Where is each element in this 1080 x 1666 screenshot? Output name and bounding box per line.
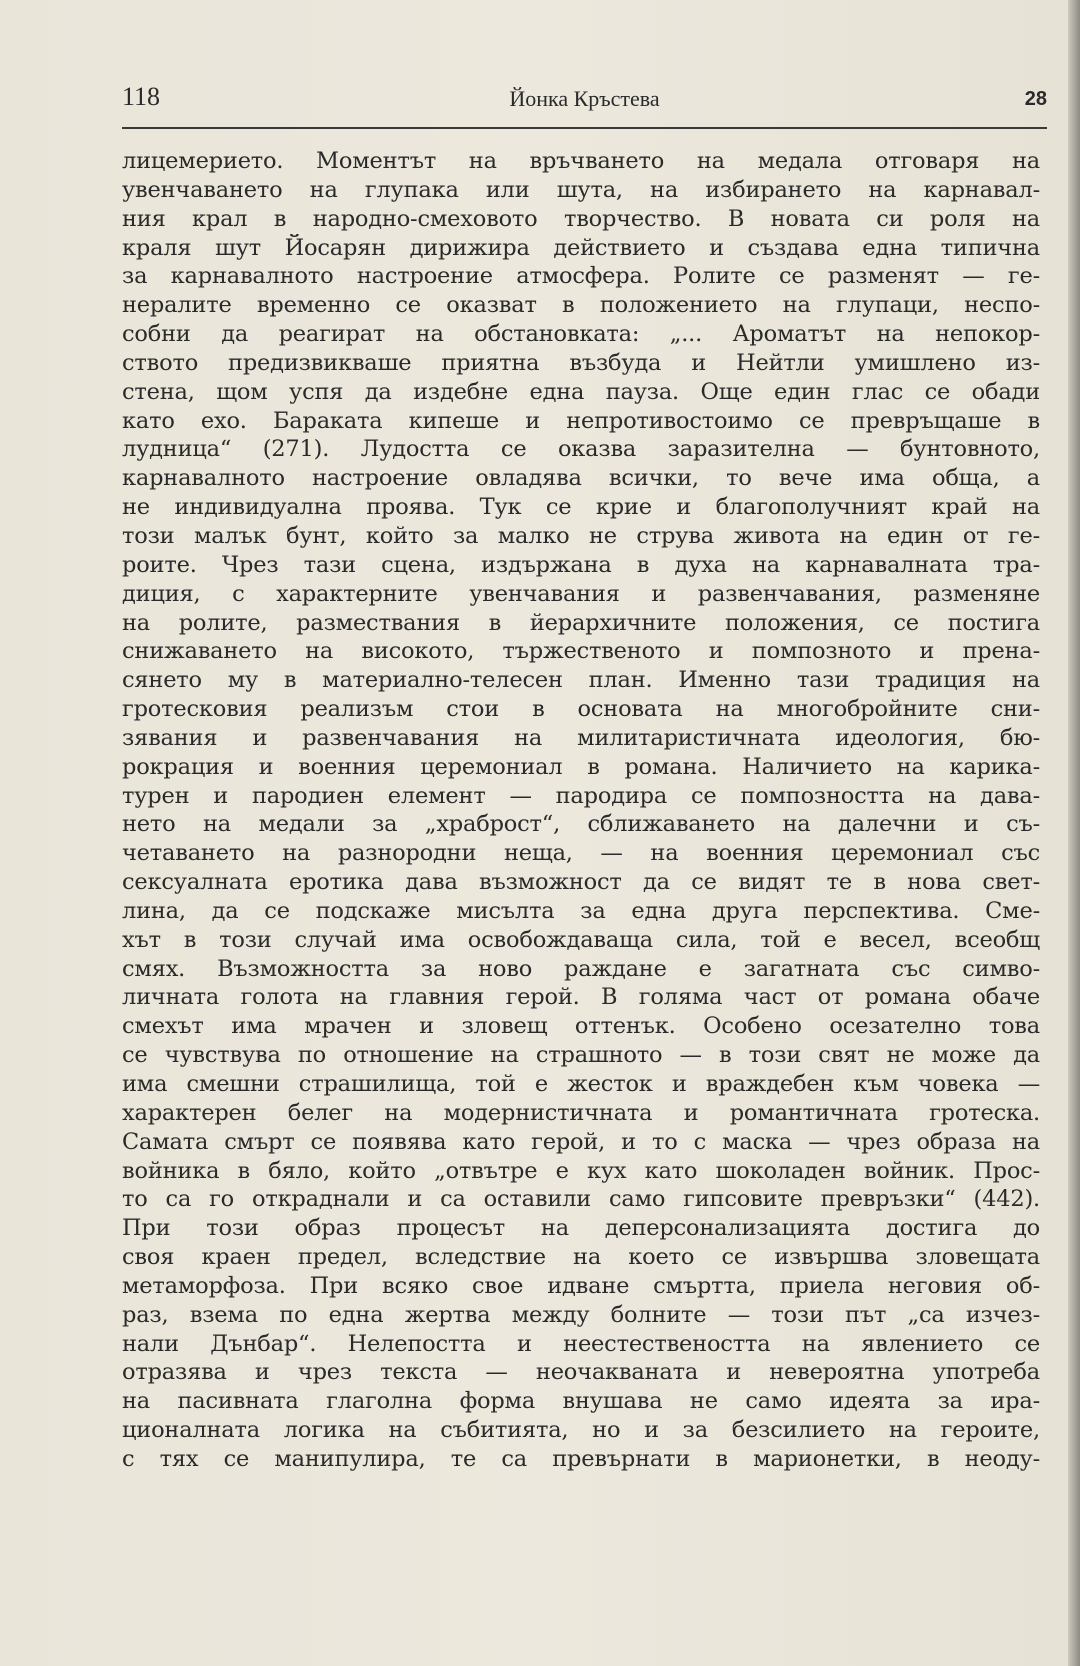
text-line: метаморфоза. При всяко свое идване смъртта, приела неговия об- [122,1272,1040,1299]
text-line: личната голота на главния герой. В голяма част от романа обаче [122,984,1040,1011]
text-line: лина, да се подскаже мисълта за една друга перспектива. Сме- [122,897,1040,924]
text-line: този малък бунт, който за малко не струва живота на един от ге- [122,522,1040,549]
text-line: зявания и развенчавания на милитаристичната идеология, бю- [122,724,1040,751]
text-line: смехът има мрачен и зловещ оттенък. Особено осезателно това [122,1013,1040,1040]
page-edge-shadow [1068,0,1080,1666]
text-line: ционалната логика на събитията, но и за безсилието на героите, [122,1417,1040,1444]
text-line: четаването на разнородни неща, — на военния церемониал със [122,840,1040,867]
text-line: При този образ процесът на деперсонализацията достига до [122,1215,1040,1242]
text-line: собни да реагират на обстановката: „... Ароматът на непокор- [122,321,1040,348]
text-line: хът в този случай има освобождаваща сила, той е весел, всеобщ [122,926,1040,953]
text-line: снижаването на високото, тържественото и помпозното и прена- [122,638,1040,665]
text-line: ния крал в народно-смеховото творчество. В новата си роля на [122,205,1040,232]
text-line: то са го откраднали и са оставили само гипсовите превръзки“ (442). [122,1186,1040,1213]
text-line: смях. Възможността за ново раждане е загатната със симво- [122,955,1040,982]
text-line: лудница“ (271). Лудостта се оказва заразителна — бунтовното, [122,436,1040,463]
text-line: стена, щом успя да издебне една пауза. Още един глас се обади [122,378,1040,405]
text-line: турен и пародиен елемент — пародира се помпозността на дава- [122,782,1040,809]
text-line: своя краен предел, вследствие на което се извършва зловещата [122,1244,1040,1271]
text-line: не индивидуална проява. Тук се крие и благополучният край на [122,494,1040,521]
text-line: рокрация и военния церемониал в романа. Наличието на карика- [122,753,1040,780]
page-number: 118 [122,82,161,111]
page-header [122,82,1047,122]
text-line: раз, взема по една жертва между болните — този път „са изчез- [122,1301,1040,1328]
text-line: отразява и чрез текста — неочакваната и невероятна употреба [122,1359,1040,1386]
text-line: характерен белег на модернистичната и романтичната гротеска. [122,1099,1040,1126]
text-line: нето на медали за „храброст“, сближаването на далечни и съ- [122,811,1040,838]
text-line: с тях се манипулира, те са превърнати в марионетки, в неоду- [122,1445,1040,1472]
text-line: роите. Чрез тази сцена, издържана в духа на карнавалната тра- [122,551,1040,578]
text-line: за карнавалното настроение атмосфера. Ролите се разменят — ге- [122,263,1040,290]
text-line: сексуалната еротика дава възможност да се видят те в нова свет- [122,869,1040,896]
text-line: краля шут Йосарян дирижира действието и създава една типична [122,234,1040,261]
text-line: лицемерието. Моментът на връчването на медала отговаря на [122,148,1040,174]
text-line: нералите временно се оказват в положението на глупаци, неспо- [122,292,1040,319]
text-line: има смешни страшилища, той е жесток и враждебен към човека — [122,1071,1040,1097]
text-line: на ролите, размествания в йерархичните положения, се постига [122,609,1040,636]
body-text [122,147,1040,1474]
header-rule [122,127,1047,129]
text-line: като ехо. Бараката кипеше и непротивостоимо се превръщаше в [122,407,1040,434]
text-line: нали Дънбар“. Нелепостта и неестествеността на явлението се [122,1330,1040,1357]
text-line: увенчаването на глупака или шута, на избирането на карнавал- [122,176,1040,203]
text-line: сянето му в материално-телесен план. Именно тази традиция на [122,667,1040,694]
text-line: диция, с характерните увенчавания и развенчавания, разменяне [122,580,1040,607]
text-line: се чувствува по отношение на страшното — в този свят не може да [122,1042,1040,1069]
running-title: Йонка Кръстева [509,86,660,111]
text-line: Самата смърт се появява като герой, и то с маска — чрез образа на [122,1128,1040,1155]
text-line: карнавалното настроение овладява всички, то вече има обща, а [122,465,1040,492]
sheet-number: 28 [1024,88,1047,110]
text-line: ството предизвикваше приятна възбуда и Нейтли умишлено из- [122,349,1040,376]
text-line: на пасивната глаголна форма внушава не само идеята за ира- [122,1388,1040,1415]
text-line: гротесковия реализъм стои в основата на многобройните сни- [122,696,1040,723]
text-line: войника в бяло, който „отвътре е кух като шоколаден войник. Прос- [122,1157,1040,1184]
